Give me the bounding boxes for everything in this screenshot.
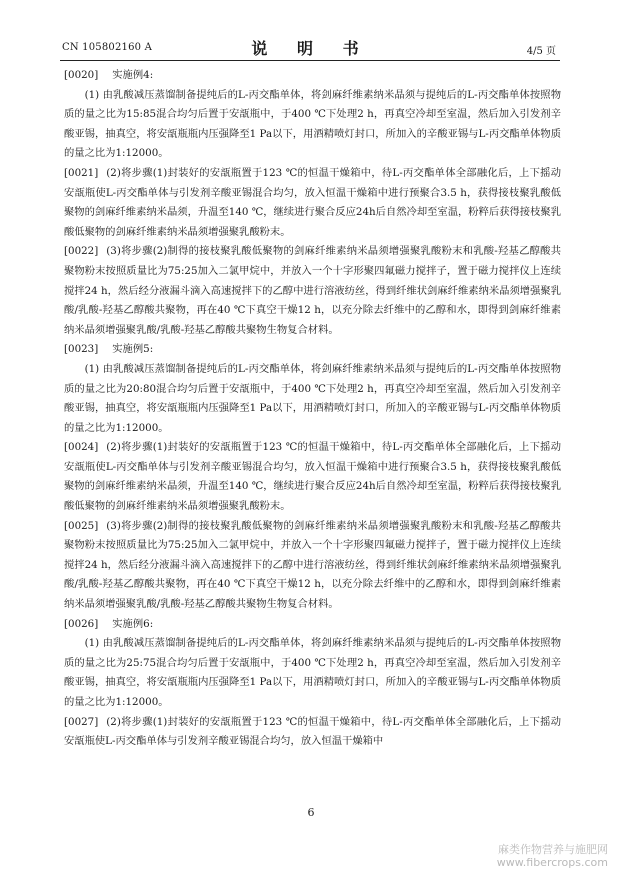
- paragraph-number: [0023]: [64, 343, 99, 356]
- paragraph-0020: [64, 66, 561, 86]
- paragraph-0025: [64, 517, 561, 615]
- paragraph-0024: [64, 438, 561, 516]
- paragraph-text: [64, 360, 561, 438]
- paragraph-body: (2)将步骤(1)封装好的安瓿瓶置于123 ℃的恒温干燥箱中，待L-丙交酯单体全部融化后，上下摇动安瓿瓶使L-丙交酯单体与引发剂辛酸亚锡混合均匀，放入恒温干燥箱中进行预聚合3.5 h，获得接枝聚乳酸低聚物的剑麻纤维素纳米晶须，升温至140 ℃，继续进行聚合反应24h后自然冷却至室温，粉粹后获得接枝聚乳酸低聚物的剑麻纤维素纳米晶须增强聚乳酸粉末。: [64, 441, 561, 513]
- site-watermark: [497, 843, 608, 869]
- example-heading: 实施例5:: [112, 343, 154, 356]
- paragraph-number: [0020]: [64, 69, 99, 81]
- paragraph-body: (2)将步骤(1)封装好的安瓿瓶置于123 ℃的恒温干燥箱中，待L-丙交酯单体全部融化后，上下摇动安瓿瓶使L-丙交酯单体与引发剂辛酸亚锡混合均匀，放入恒温干燥箱中: [64, 715, 561, 748]
- paragraph-body: (1) 由乳酸减压蒸馏制备提纯后的L-丙交酯单体，将剑麻纤维素纳米晶须与提纯后的L-丙交酯单体按照物质的量之比为20:80混合均匀后置于安瓿瓶中，于400 ℃下处理2 h，再真空冷却至室温，然后加入引发剂辛酸亚锡，抽真空，将安瓿瓶瓶内压强降至1 Pa以下，用酒精喷灯封口，所加入的辛酸亚锡与L-丙交酯单体物质的量之比为1:12000。: [64, 362, 561, 434]
- watermark-url: www.fibercrops.com: [496, 856, 608, 869]
- paragraph-number: [0027]: [64, 715, 99, 728]
- header-divider: [60, 60, 560, 61]
- example-heading: 实施例4:: [112, 69, 154, 81]
- paragraph-text: [64, 86, 561, 164]
- paragraph-text: [64, 634, 561, 712]
- example-heading: 实施例6:: [112, 617, 154, 630]
- paragraph-0022: [64, 242, 561, 340]
- paragraph-body: (1) 由乳酸减压蒸馏制备提纯后的L-丙交酯单体，将剑麻纤维素纳米晶须与提纯后的L-丙交酯单体按照物质的量之比为15:85混合均匀后置于安瓿瓶中，于400 ℃下处理2 h，再真空冷却至室温，然后加入引发剂辛酸亚锡，抽真空，将安瓿瓶瓶内压强降至1 Pa以下，用酒精喷灯封口，所加入的辛酸亚锡与L-丙交酯单体物质的量之比为1:12000。: [64, 88, 561, 160]
- watermark-site-name: 麻类作物营养与施肥网: [498, 843, 608, 856]
- paragraph-0026: [64, 615, 561, 635]
- paragraph-number: [0021]: [64, 166, 99, 179]
- paragraph-0023: [64, 340, 561, 360]
- paragraph-body: (2)将步骤(1)封装好的安瓿瓶置于123 ℃的恒温干燥箱中，待L-丙交酯单体全部融化后，上下摇动安瓿瓶使L-丙交酯单体与引发剂辛酸亚锡混合均匀，放入恒温干燥箱中进行预聚合3.5 h，获得接枝聚乳酸低聚物的剑麻纤维素纳米晶须，升温至140 ℃，继续进行聚合反应24h后自然冷却至室温，粉粹后获得接枝聚乳酸低聚物的剑麻纤维素纳米晶须增强聚乳酸粉末。: [64, 166, 561, 238]
- paragraph-number: [0026]: [64, 617, 99, 630]
- document-title: 说 明 书: [251, 39, 371, 58]
- document-body: [64, 66, 561, 752]
- paragraph-0021: [64, 164, 561, 242]
- patent-number: CN 105802160 A: [62, 42, 153, 53]
- paragraph-body: (3)将步骤(2)制得的接枝聚乳酸低聚物的剑麻纤维素纳米晶须增强聚乳酸粉末和乳酸-羟基乙醇酸共聚物粉末按照质量比为75:25加入二氯甲烷中，并放入一个十字形聚四氟磁力搅拌子，置于磁力搅拌仪上连续搅拌24 h，然后经分液漏斗滴入高速搅拌下的乙醇中进行溶液纺丝，得到纤维状剑麻纤维素纳米晶须增强聚乳酸/乳酸-羟基乙醇酸共聚物，再在40 ℃下真空干燥12 h，以充分除去纤维中的乙醇和水，即得到剑麻纤维素纳米晶须增强聚乳酸/乳酸-羟基乙醇酸共聚物生物复合材料。: [64, 245, 561, 336]
- paragraph-number: [0022]: [64, 245, 99, 258]
- page-header: [0, 0, 622, 66]
- page-number: 6: [307, 806, 315, 819]
- paragraph-0027: [64, 713, 561, 752]
- paragraph-number: [0024]: [64, 441, 99, 454]
- paragraph-body: (3)将步骤(2)制得的接枝聚乳酸低聚物的剑麻纤维素纳米晶须增强聚乳酸粉末和乳酸-羟基乙醇酸共聚物粉末按照质量比为75:25加入二氯甲烷中，并放入一个十字形聚四氟磁力搅拌子，置于磁力搅拌仪上连续搅拌24 h，然后经分液漏斗滴入高速搅拌下的乙醇中进行溶液纺丝，得到纤维状剑麻纤维素纳米晶须增强聚乳酸/乳酸-羟基乙醇酸共聚物，再在40 ℃下真空干燥12 h，以充分除去纤维中的乙醇和水，即得到剑麻纤维素纳米晶须增强聚乳酸/乳酸-羟基乙醇酸共聚物生物复合材料。: [64, 519, 561, 611]
- page-indicator: 4/5 页: [526, 46, 556, 57]
- paragraph-number: [0025]: [64, 519, 99, 532]
- paragraph-body: (1) 由乳酸减压蒸馏制备提纯后的L-丙交酯单体，将剑麻纤维素纳米晶须与提纯后的L-丙交酯单体按照物质的量之比为25:75混合均匀后置于安瓿瓶中，于400 ℃下处理2 h，再真空冷却至室温，然后加入引发剂辛酸亚锡，抽真空，将安瓿瓶瓶内压强降至1 Pa以下，用酒精喷灯封口，所加入的辛酸亚锡与L-丙交酯单体物质的量之比为1:12000。: [64, 637, 561, 708]
